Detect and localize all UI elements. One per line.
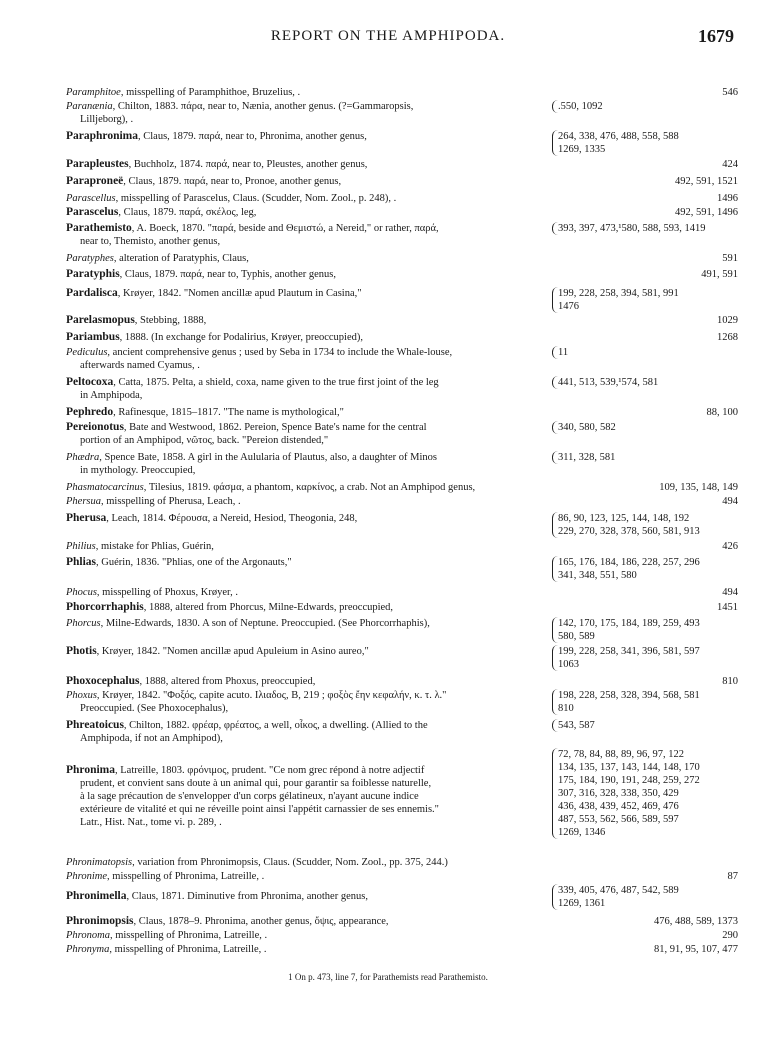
entry-description: , Claus, 1879. παρά, near to, Phronima, another genus, <box>138 131 367 142</box>
reference-line: 476, 488, 589, 1373 <box>654 916 738 927</box>
entry-line <box>66 890 552 903</box>
entry-text <box>66 268 552 281</box>
entry-description: , misspelling of Phronima, Latreille, . <box>109 944 267 955</box>
entry-line <box>66 764 552 777</box>
entry-description: , misspelling of Phronima, Latreille, . <box>107 871 265 882</box>
entry-description: , misspelling of Paramphithoe, Bruzelius, . <box>120 87 301 98</box>
entry-continuation: portion of an Amphipod, νῶτος, back. "Pereion distended," <box>80 435 329 446</box>
page-references <box>728 870 739 883</box>
entry-name: Phorcorrhaphis <box>66 601 144 613</box>
page-references <box>552 719 738 732</box>
index-entry <box>66 675 738 688</box>
entry-name: Pereionotus <box>66 421 124 433</box>
entry-description: , Rafinesque, 1815–1817. "The name is mythological," <box>113 407 344 418</box>
page-references <box>722 495 738 508</box>
entry-line <box>66 222 552 235</box>
page-references <box>552 556 738 582</box>
entry-description: , Chilton, 1882. φρέαρ, φρέατος, a well, οἶκος, a dwelling. (Allied to the <box>123 720 428 731</box>
entry-line <box>66 331 552 344</box>
index-entry <box>66 512 738 538</box>
entry-name: Phronimella <box>66 890 127 902</box>
entry-line <box>66 158 552 171</box>
entry-continuation: à la sage précaution de s'envelopper d'un corps gélatineux, n'ayant aucune indice <box>80 791 419 802</box>
entry-description: , Latreille, 1803. φρόνιμος, prudent. "Ce nom grec répond à notre adjectif <box>115 765 425 776</box>
page-references <box>717 192 738 205</box>
reference-line: 543, 587 <box>558 720 595 731</box>
entry-text <box>66 915 552 928</box>
entry-line <box>66 86 552 99</box>
entry-text <box>66 481 552 494</box>
index-entry <box>66 601 738 614</box>
reference-line: 290 <box>722 930 738 941</box>
entry-text <box>66 376 552 402</box>
entry-line <box>66 645 552 658</box>
reference-line: 340, 580, 582 <box>558 422 616 433</box>
entry-line <box>66 252 552 265</box>
entry-line <box>66 870 552 883</box>
reference-line: 341, 348, 551, 580 <box>558 570 637 581</box>
page-references <box>717 331 738 344</box>
index-entry <box>66 689 738 715</box>
reference-line: 441, 513, 539,¹574, 581 <box>558 377 659 388</box>
entry-continuation: extérieure de vitalité et qui ne réveille point ainsi l'appétit carnassier de ses ennemis." <box>80 804 439 815</box>
reference-line: 491, 591 <box>701 269 738 280</box>
entry-name: Phædra <box>66 452 100 463</box>
entry-continuation: near to, Themisto, another genus, <box>80 236 221 247</box>
reference-line: 87 <box>727 871 738 882</box>
reference-line: 199, 228, 258, 341, 396, 581, 597 <box>558 646 700 657</box>
entry-text <box>66 556 552 569</box>
reference-line: 264, 338, 476, 488, 558, 588 <box>558 131 679 142</box>
reference-line: 1269, 1361 <box>558 898 606 909</box>
page-references <box>717 601 738 614</box>
entry-description: , Tilesius, 1819. φάσμα, a phantom, καρκίνος, a crab. Not an Amphipod genus, <box>143 482 476 493</box>
entry-line <box>66 175 552 188</box>
page-references <box>722 929 738 942</box>
entry-name: Paramphitoe <box>66 87 121 98</box>
entry-name: Parelasmopus <box>66 314 135 326</box>
page-references <box>701 268 738 281</box>
entry-name: Photis <box>66 645 97 657</box>
entry-description: , misspelling of Parascelus, Claus. (Scudder, Nom. Zool., p. 248), . <box>115 193 397 204</box>
entry-name: Paranænia <box>66 101 113 112</box>
index-entry <box>66 617 738 643</box>
entry-line <box>66 689 552 702</box>
index-entry <box>66 346 738 372</box>
entry-text <box>66 287 552 300</box>
index-entry <box>66 376 738 402</box>
entry-name: Peltocoxa <box>66 376 114 388</box>
index-entry <box>66 495 738 508</box>
page-references <box>654 915 738 928</box>
entry-name: Phreatoicus <box>66 719 124 731</box>
index-entry <box>66 540 738 553</box>
entry-name: Phoxocephalus <box>66 675 140 687</box>
entry-text <box>66 512 552 525</box>
entry-continuation: Latr., Hist. Nat., tome vi. p. 289, . <box>80 817 222 828</box>
page-references <box>717 314 738 327</box>
page-references <box>722 252 738 265</box>
entry-name: Phersua <box>66 496 101 507</box>
reference-line: 1451 <box>717 602 738 613</box>
index-entry <box>66 856 738 869</box>
page-references <box>707 406 739 419</box>
entry-description: , misspelling of Phronima, Latreille, . <box>109 930 268 941</box>
entry-text <box>66 601 552 614</box>
entry-description: , variation from Phronimopsis, Claus. (Scudder, Nom. Zool., pp. 375, 244.) <box>132 857 448 868</box>
index-entry <box>66 100 738 126</box>
index-entry <box>66 206 738 219</box>
entry-text <box>66 100 552 126</box>
entry-name: Pherusa <box>66 512 107 524</box>
entry-line <box>66 130 552 143</box>
entry-description: , Krøyer, 1842. "Φοξός, capite acuto. Ιλιαδος, B, 219 ; φοξὸς ἔην κεφαλήν, κ. τ. λ." <box>96 690 447 701</box>
page-references <box>675 175 738 188</box>
index-entry <box>66 268 738 281</box>
entry-text <box>66 890 552 903</box>
entry-text <box>66 764 552 829</box>
entry-name: Paraphronima <box>66 130 138 142</box>
entry-line <box>66 100 552 113</box>
reference-line: 492, 591, 1521 <box>675 176 738 187</box>
entry-text <box>66 421 552 447</box>
entry-description: , Leach, 1814. Φέρουσα, a Nereid, Hesiod, Theogonia, 248, <box>106 513 358 524</box>
reference-line: 175, 184, 190, 191, 248, 259, 272 <box>558 775 700 786</box>
page-references <box>552 451 738 464</box>
entry-line <box>66 929 552 942</box>
entry-name: Phoxus <box>66 690 97 701</box>
reference-line: 88, 100 <box>706 407 738 418</box>
entry-description: , misspelling of Pherusa, Leach, . <box>101 496 241 507</box>
entry-line <box>66 943 552 956</box>
entry-text <box>66 86 552 99</box>
index-entry <box>66 645 738 671</box>
entry-text <box>66 206 552 219</box>
entry-text <box>66 192 552 205</box>
entry-name: Phasmatocarcinus <box>66 482 144 493</box>
entry-description: , ancient comprehensive genus ; used by Seba in 1734 to include the Whale-louse, <box>107 347 453 358</box>
entry-description: , Chilton, 1883. πάρα, near to, Nænia, another genus. (?=Gammaropsis, <box>112 101 414 112</box>
entry-description: , Claus, 1871. Diminutive from Phronima, another genus, <box>126 891 368 902</box>
index-entry <box>66 158 738 171</box>
entry-description: , Spence Bate, 1858. A girl in the Aulularia of Plautus, also, a daughter of Minos <box>99 452 437 463</box>
reference-line: 11 <box>558 347 569 358</box>
entry-line <box>66 287 552 300</box>
page-references <box>552 421 738 434</box>
entry-text <box>66 645 552 658</box>
page-references <box>552 884 738 910</box>
index-entry <box>66 870 738 883</box>
entry-name: Philius <box>66 541 96 552</box>
entry-description: , Stebbing, 1888, <box>134 315 207 326</box>
reference-line: 86, 90, 123, 125, 144, 148, 192 <box>558 513 690 524</box>
entry-name: Phronime <box>66 871 108 882</box>
index-entry <box>66 331 738 344</box>
reference-line: 307, 316, 328, 338, 350, 429 <box>558 788 679 799</box>
entry-line <box>66 421 552 434</box>
page-references <box>722 86 738 99</box>
index-entry <box>66 586 738 599</box>
index-entry <box>66 556 738 582</box>
entry-description: , mistake for Phlias, Guérin, <box>95 541 214 552</box>
entry-line <box>66 540 552 553</box>
entry-name: Pephredo <box>66 406 114 418</box>
reference-line: 81, 91, 95, 107, 477 <box>654 944 738 955</box>
index-entry <box>66 192 738 205</box>
entry-text <box>66 675 552 688</box>
entry-description: , Claus, 1878–9. Phronima, another genus, ὄψις, appearance, <box>133 916 389 927</box>
entry-line <box>66 376 552 389</box>
reference-line: 426 <box>722 541 738 552</box>
entry-description: , alteration of Paratyphis, Claus, <box>113 253 249 264</box>
index-entry <box>66 943 738 956</box>
entry-line <box>66 586 552 599</box>
reference-line: 494 <box>722 496 738 507</box>
entry-continuation: Lilljeborg), . <box>80 114 134 125</box>
entry-description: , 1888. (In exchange for Podalirius, Krøyer, preoccupied), <box>119 332 364 343</box>
entry-text <box>66 929 552 942</box>
entry-description: , A. Boeck, 1870. "παρά, beside and Θεμιστώ, a Nereid," or rather, παρά, <box>131 223 439 234</box>
index-entry <box>66 252 738 265</box>
entry-text <box>66 130 552 143</box>
index-entry <box>66 749 738 855</box>
reference-line: 109, 135, 148, 149 <box>659 482 738 493</box>
page-references <box>552 287 738 313</box>
entry-name: Phronimopsis <box>66 915 134 927</box>
entry-line <box>66 495 552 508</box>
page-references <box>552 376 738 389</box>
reference-line: 72, 78, 84, 88, 89, 96, 97, 122 <box>558 749 684 760</box>
entry-name: Phlias <box>66 556 97 568</box>
entry-description: , misspelling of Phoxus, Krøyer, . <box>96 587 238 598</box>
entry-text <box>66 870 552 883</box>
entry-text <box>66 586 552 599</box>
page-references <box>552 645 738 671</box>
reference-line: 810 <box>558 703 574 714</box>
entry-name: Phorcus <box>66 618 101 629</box>
reference-line: 487, 553, 562, 566, 589, 597 <box>558 814 679 825</box>
entry-text <box>66 158 552 171</box>
page-references <box>722 540 738 553</box>
entry-name: Phronimatopsis <box>66 857 133 868</box>
entry-description: , Claus, 1879. παρά, near to, Typhis, another genus, <box>119 269 336 280</box>
entry-description: , 1888, altered from Phorcus, Milne-Edwards, preoccupied, <box>143 602 394 613</box>
index-entry <box>66 915 738 928</box>
reference-line: 494 <box>722 587 738 598</box>
entry-line <box>66 675 552 688</box>
entry-name: Paratyphes <box>66 253 114 264</box>
entry-description: , Buchholz, 1874. παρά, near to, Pleustes, another genus, <box>128 159 368 170</box>
entry-text <box>66 856 552 869</box>
entry-description: , Claus, 1879. παρά, near to, Pronoe, another genus, <box>123 176 342 187</box>
entry-line <box>66 451 552 464</box>
reference-line: 1063 <box>558 659 579 670</box>
page-references <box>552 346 738 359</box>
entry-name: Parascelus <box>66 206 119 218</box>
entry-description: , Guérin, 1836. "Phlias, one of the Argonauts," <box>96 557 292 568</box>
reference-line: 580, 589 <box>558 631 595 642</box>
entry-line <box>66 719 552 732</box>
reference-line: 339, 405, 476, 487, 542, 589 <box>558 885 679 896</box>
page-references <box>552 689 738 715</box>
entry-line <box>66 346 552 359</box>
entry-name: Parascellus <box>66 193 116 204</box>
reference-line: 229, 270, 328, 378, 560, 581, 913 <box>558 526 700 537</box>
page-references <box>552 222 738 235</box>
entry-name: Phronima <box>66 764 115 776</box>
entry-line <box>66 512 552 525</box>
reference-line: 1269, 1346 <box>558 827 606 838</box>
page-references <box>722 675 738 688</box>
reference-line: 198, 228, 258, 328, 394, 568, 581 <box>558 690 700 701</box>
page-references <box>552 100 738 113</box>
reference-line: 134, 135, 137, 143, 144, 148, 170 <box>558 762 700 773</box>
entry-continuation: afterwards named Cyamus, . <box>80 360 200 371</box>
entry-name: Phocus <box>66 587 97 598</box>
reference-line: 436, 438, 439, 452, 469, 476 <box>558 801 679 812</box>
reference-line: 1268 <box>717 332 738 343</box>
reference-line: 424 <box>722 159 738 170</box>
entry-line <box>66 856 552 869</box>
reference-line: 165, 176, 184, 186, 228, 257, 296 <box>558 557 700 568</box>
entry-line <box>66 268 552 281</box>
index-entry <box>66 314 738 327</box>
entry-text <box>66 346 552 372</box>
page-references <box>552 512 738 538</box>
reference-line: 810 <box>722 676 738 687</box>
reference-line: 591 <box>722 253 738 264</box>
reference-line: 142, 170, 175, 184, 189, 259, 493 <box>558 618 700 629</box>
entry-text <box>66 175 552 188</box>
entry-text <box>66 719 552 745</box>
entry-name: Phronyma <box>66 944 110 955</box>
entry-text <box>66 689 552 715</box>
page-references <box>722 158 738 171</box>
entry-line <box>66 556 552 569</box>
entry-continuation: in mythology. Preoccupied, <box>80 465 196 476</box>
index-entry <box>66 130 738 156</box>
page-header <box>0 26 776 56</box>
reference-line: 492, 591, 1496 <box>675 207 738 218</box>
entry-name: Parathemisto <box>66 222 132 234</box>
entry-name: Pardalisca <box>66 287 118 299</box>
entry-text <box>66 331 552 344</box>
index-entry <box>66 222 738 248</box>
entry-text <box>66 495 552 508</box>
entry-description: , Milne-Edwards, 1830. A son of Neptune. Preoccupied. (See Phorcorrhaphis), <box>100 618 430 629</box>
index-entry <box>66 86 738 99</box>
entry-text <box>66 540 552 553</box>
page-number: 1679 <box>698 26 734 46</box>
index-entry <box>66 885 738 916</box>
reference-line: .550, 1092 <box>558 101 603 112</box>
index-entry <box>66 175 738 188</box>
entry-continuation: in Amphipoda, <box>80 390 143 401</box>
index-entry <box>66 287 738 313</box>
page-references <box>659 481 738 494</box>
index-entry <box>66 406 738 419</box>
index-entry <box>66 421 738 447</box>
entry-text <box>66 943 552 956</box>
reference-line: 1029 <box>717 315 738 326</box>
reference-line: 1496 <box>717 193 738 204</box>
entry-line <box>66 206 552 219</box>
entry-description: , Claus, 1879. παρά, σκέλος, leg, <box>118 207 257 218</box>
page-references <box>654 943 738 956</box>
page-references <box>552 748 738 839</box>
entry-description: , Bate and Westwood, 1862. Pereion, Spence Bate's name for the central <box>123 422 427 433</box>
index-entry <box>66 451 738 477</box>
entry-description: , Krøyer, 1842. "Nomen ancillæ apud Apuleium in Asino aureo," <box>96 646 369 657</box>
entry-line <box>66 617 552 630</box>
entry-text <box>66 617 552 630</box>
entry-continuation: Preoccupied. (See Phoxocephalus), <box>80 703 229 714</box>
entry-line <box>66 192 552 205</box>
entry-description: , Catta, 1875. Pelta, a shield, coxa, name given to the true first joint of the leg <box>113 377 439 388</box>
entry-description: , 1888, altered from Phoxus, preoccupied, <box>139 676 316 687</box>
entry-continuation: prudent, et convient sans doute à un animal qui, pour garantir sa foiblesse naturelle, <box>80 778 432 789</box>
entry-text <box>66 222 552 248</box>
entry-line <box>66 915 552 928</box>
entry-description: , Krøyer, 1842. "Nomen ancillæ apud Plautum in Casina," <box>117 288 362 299</box>
page-references <box>552 130 738 156</box>
index-entry <box>66 929 738 942</box>
entry-name: Pediculus <box>66 347 108 358</box>
entry-text <box>66 252 552 265</box>
reference-line: 311, 328, 581 <box>558 452 616 463</box>
reference-line: 393, 397, 473,¹580, 588, 593, 1419 <box>558 223 706 234</box>
entry-line <box>66 406 552 419</box>
reference-line: 1476 <box>558 301 579 312</box>
entry-name: Phronoma <box>66 930 110 941</box>
footnote: 1 On p. 473, line 7, for Parathemists read Parathemisto. <box>288 972 488 982</box>
page-references <box>552 617 738 643</box>
page-references <box>722 586 738 599</box>
index-entry <box>66 481 738 494</box>
reference-line: 546 <box>722 87 738 98</box>
entry-continuation: Amphipoda, if not an Amphipod), <box>80 733 223 744</box>
page-references <box>675 206 738 219</box>
reference-line: 1269, 1335 <box>558 144 606 155</box>
entry-text <box>66 314 552 327</box>
entry-name: Paratyphis <box>66 268 120 280</box>
entry-line <box>66 601 552 614</box>
entry-name: Pariambus <box>66 331 120 343</box>
entry-name: Paraproneë <box>66 175 124 187</box>
entry-line <box>66 481 552 494</box>
reference-line: 199, 228, 258, 394, 581, 991 <box>558 288 679 299</box>
running-title: REPORT ON THE AMPHIPODA. <box>270 28 506 44</box>
index-entry <box>66 719 738 745</box>
entry-text <box>66 451 552 477</box>
entry-name: Parapleustes <box>66 158 129 170</box>
entry-line <box>66 314 552 327</box>
entry-text <box>66 406 552 419</box>
